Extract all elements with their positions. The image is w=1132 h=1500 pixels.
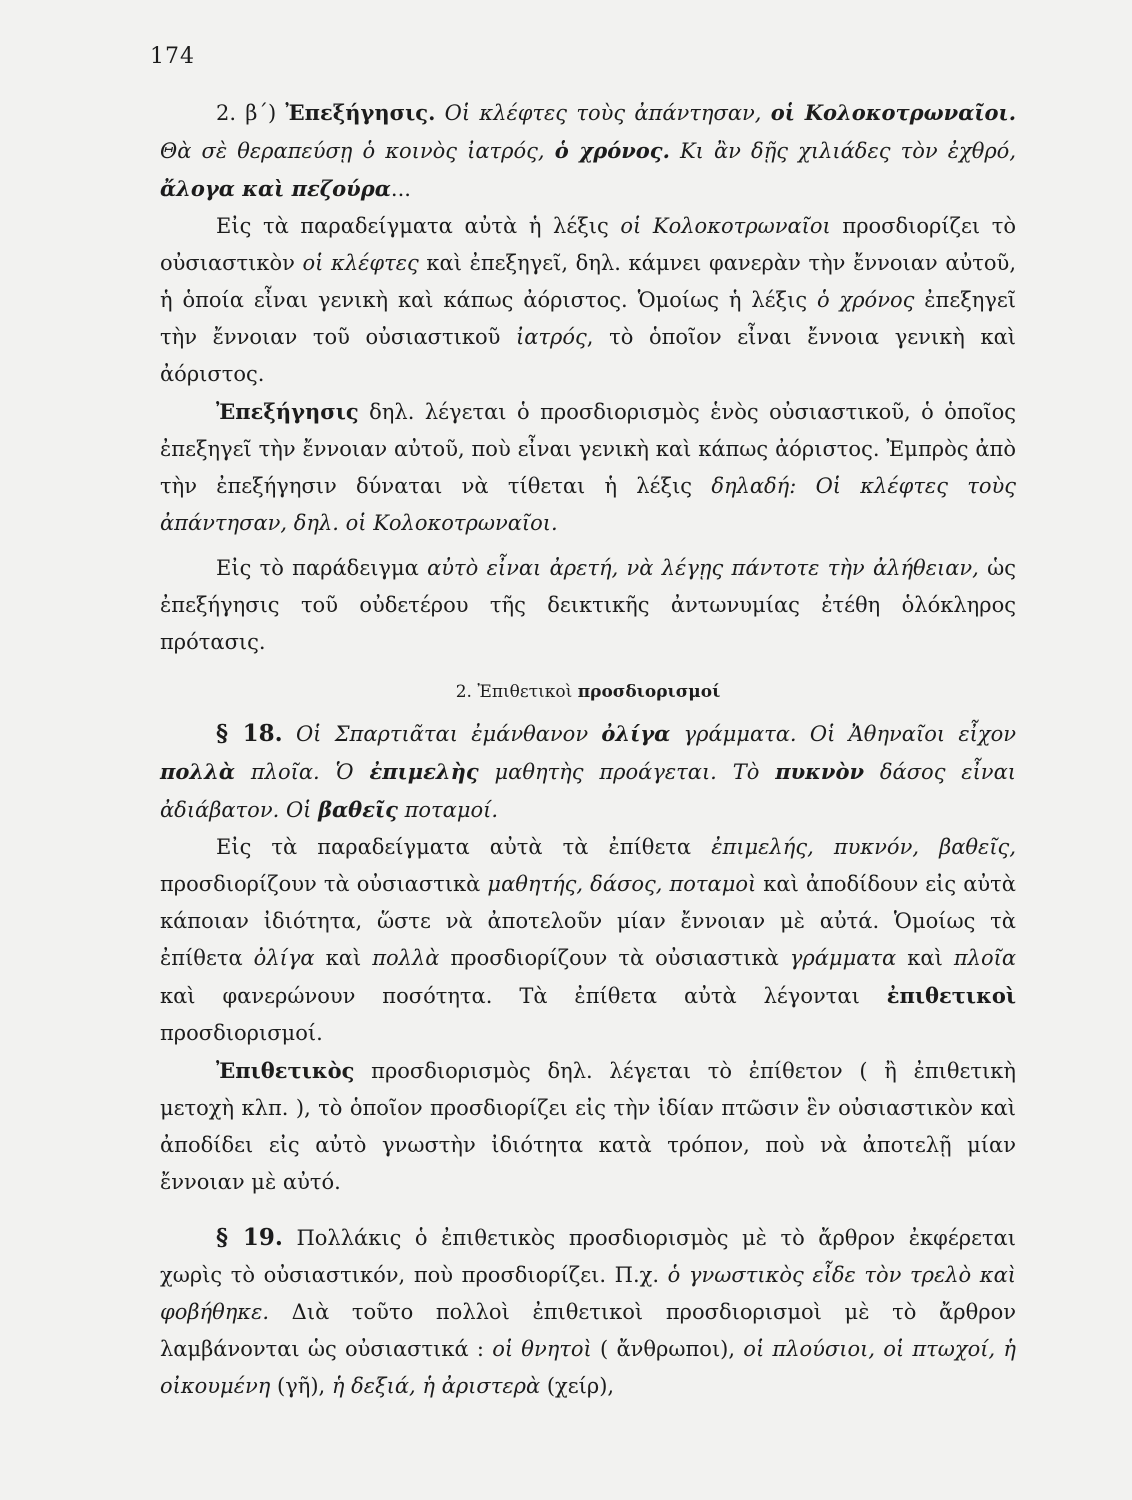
example-bold: βαθεῖς: [318, 797, 398, 822]
text: Εἰς τὸ παράδειγμα: [216, 556, 428, 580]
italic-term: μαθητής, δάσος, ποταμοὶ: [487, 872, 757, 896]
italic-example: ὁ γνωστικὸς εἶδε τὸν τρελὸ καὶ φοβήθηκε.: [160, 1263, 1016, 1324]
italic-term: ἐπιμελής, πυκνόν, βαθεῖς,: [711, 835, 1016, 859]
example-text: Κι ἂν δῇς χιλιάδες τὸν ἐχθρό,: [669, 139, 1016, 163]
definition-term: Ἐπεξήγησις: [216, 399, 359, 424]
italic-term: οἱ κλέφτες: [302, 251, 419, 275]
page-body: [160, 94, 1016, 1405]
example-bold: ἄλογα καὶ πεζούρα: [160, 176, 391, 201]
example-bold: ὁ χρόνος.: [554, 138, 670, 163]
text: (γῆ),: [270, 1374, 332, 1398]
italic-term: πολλὰ: [372, 946, 440, 970]
example-bold: πολλὰ: [160, 759, 235, 784]
italic-term: οἱ πλούσιοι, οἱ πτωχοί, ἡ οἰκουμένη: [160, 1337, 1017, 1398]
heading-number: 2.: [455, 682, 478, 702]
text: δηλ. λέγεται ὁ προσδιορισμὸς ἑνὸς οὐσιαστικοῦ, ὁ ὁποῖος ἐπεξηγεῖ τὴν ἔννοιαν αὐτοῦ, ποὺ εἶναι γενικὴ καὶ κάπως ἀόριστος. Ἐμπρὸς ἀπὸ τὴν ἐπεξήγησιν δύναται νὰ τίθεται ἡ λέξις: [160, 400, 1016, 498]
example-text: Οἱ Σπαρτιᾶται ἐμάνθανον: [282, 722, 602, 746]
explanation-paragraph-1: [160, 208, 1016, 393]
explanation-paragraph-3: [160, 829, 1016, 1052]
definition-term: Ἐπιθετικὸς: [216, 1058, 355, 1083]
example-bold: ὀλίγα: [601, 721, 671, 746]
section-19-paragraph: [160, 1219, 1016, 1405]
text: Εἰς τὰ παραδείγματα αὐτὰ τὰ ἐπίθετα: [216, 835, 712, 859]
example-bold: πυκνὸν: [775, 759, 865, 784]
italic-example: δηλαδή: Οἱ κλέφτες τοὺς ἀπάντησαν, δηλ. οἱ Κολοκοτρωναῖοι.: [160, 474, 1016, 535]
term-bold: Ἐπεξήγησις.: [285, 100, 436, 125]
italic-term: γράμματα: [789, 946, 897, 970]
definition-paragraph-2: [160, 1052, 1016, 1201]
example-text: Θὰ σὲ θεραπεύσῃ ὁ κοινὸς ἰατρός,: [160, 139, 555, 163]
italic-term: ὀλίγα: [253, 946, 315, 970]
text: προσδιορίζει τὸ οὐσιαστικὸν: [160, 214, 1016, 275]
italic-term: ἰατρός: [515, 325, 587, 349]
example-text: πλοῖα. Ὁ: [235, 760, 370, 784]
explanation-paragraph-2: [160, 550, 1016, 661]
text: καὶ ἀποδίδουν εἰς αὐτὰ κάποιαν ἰδιότητα, ὥστε νὰ ἀποτελοῦν μίαν ἔννοιαν μὲ αὐτά. Ὁμοίως τὰ ἐπίθετα: [160, 872, 1016, 970]
example-text: μαθητὴς προάγεται. Τὸ: [478, 760, 776, 784]
text: , τὸ ὁποῖον εἶναι ἔννοια γενικὴ καὶ ἀόριστος.: [160, 325, 1016, 386]
bold-term: ἐπιθετικοὶ: [886, 983, 1016, 1008]
section-label: 2. β΄): [216, 101, 286, 125]
italic-term: πλοῖα: [953, 946, 1017, 970]
subsection-heading: [160, 677, 1016, 707]
text: καὶ φανερώνουν ποσότητα. Τὰ ἐπίθετα αὐτὰ λέγονται: [160, 984, 887, 1008]
definition-paragraph-1: [160, 393, 1016, 542]
italic-term: οἱ Κολοκοτρωναῖοι: [620, 214, 831, 238]
ellipsis: ...: [390, 177, 411, 201]
heading-word: Ἐπιθετικοὶ: [477, 682, 573, 702]
example-text: ποταμοί.: [397, 798, 499, 822]
heading-word-bold: προσδιορισμοί: [577, 682, 721, 702]
text: (χείρ),: [540, 1374, 615, 1398]
text: καὶ: [314, 946, 373, 970]
text: καὶ ἐπεξηγεῖ, δηλ. κάμνει φανερὰν τὴν ἔννοιαν αὐτοῦ, ἡ ὁποία εἶναι γενικὴ καὶ κάπως ἀόριστος. Ὁμοίως ἡ λέξις: [160, 251, 1016, 312]
text: προσδιορισμοί.: [160, 1021, 323, 1045]
italic-term: ὁ χρόνος: [816, 288, 915, 312]
text: προσδιορισμὸς δηλ. λέγεται τὸ ἐπίθετον ( ἢ ἐπιθετικὴ μετοχὴ κλπ. ), τὸ ὁποῖον προσδιορίζει εἰς τὴν ἰδίαν πτῶσιν ἓν οὐσιαστικὸν καὶ ἀποδίδει εἰς αὐτὸ γνωστὴν ἰδιότητα κατὰ τρόπον, ποὺ νὰ ἀποτελῇ μίαν ἔννοιαν μὲ αὐτό.: [160, 1059, 1016, 1194]
example-bold: ἐπιμελὴς: [369, 759, 479, 784]
section-symbol: § 19.: [216, 1224, 283, 1251]
section-symbol: § 18.: [216, 720, 283, 747]
section-2-examples: [160, 94, 1016, 208]
text: Πολλάκις ὁ ἐπιθετικὸς προσδιορισμὸς μὲ τὸ ἄρθρον ἐκφέρεται χωρὶς τὸ οὐσιαστικόν, ποὺ προσδιορίζει. Π.χ.: [160, 1226, 1016, 1287]
example-text: δάσος εἶναι ἀδιάβατον. Οἱ: [160, 760, 1016, 822]
example-bold: οἱ Κολοκοτρωναῖοι.: [770, 100, 1016, 125]
italic-example: αὐτὸ εἶναι ἀρετή, νὰ λέγῃς πάντοτε τὴν ἀλήθειαν,: [427, 556, 979, 580]
text: Εἰς τὰ παραδείγματα αὐτὰ ἡ λέξις: [216, 214, 621, 238]
text: καὶ: [896, 946, 954, 970]
text: προσδιορίζουν τὰ οὐσιαστικὰ: [160, 872, 488, 896]
italic-term: οἱ θνητοὶ: [492, 1337, 592, 1361]
example-text: γράμματα. Οἱ Ἀθηναῖοι εἶχον: [670, 722, 1016, 746]
text: ὡς ἐπεξήγησις τοῦ οὐδετέρου τῆς δεικτικῆς ἀντωνυμίας ἐτέθη ὁλόκληρος πρότασις.: [160, 556, 1017, 654]
text: ( ἄνθρωποι),: [591, 1337, 744, 1361]
section-18-examples: [160, 715, 1016, 829]
example-text: Οἱ κλέφτες τοὺς ἀπάντησαν,: [435, 101, 771, 125]
page-number: 174: [150, 44, 195, 69]
text: προσδιορίζουν τὰ οὐσιαστικὰ: [439, 946, 790, 970]
text: Διὰ τοῦτο πολλοὶ ἐπιθετικοὶ προσδιορισμοὶ μὲ τὸ ἄρθρον λαμβάνονται ὡς οὐσιαστικά :: [160, 1300, 1016, 1361]
italic-term: ἡ δεξιά, ἡ ἀριστερὰ: [331, 1374, 541, 1398]
text: ἐπεξηγεῖ τὴν ἔννοιαν τοῦ οὐσιαστικοῦ: [160, 288, 1017, 349]
